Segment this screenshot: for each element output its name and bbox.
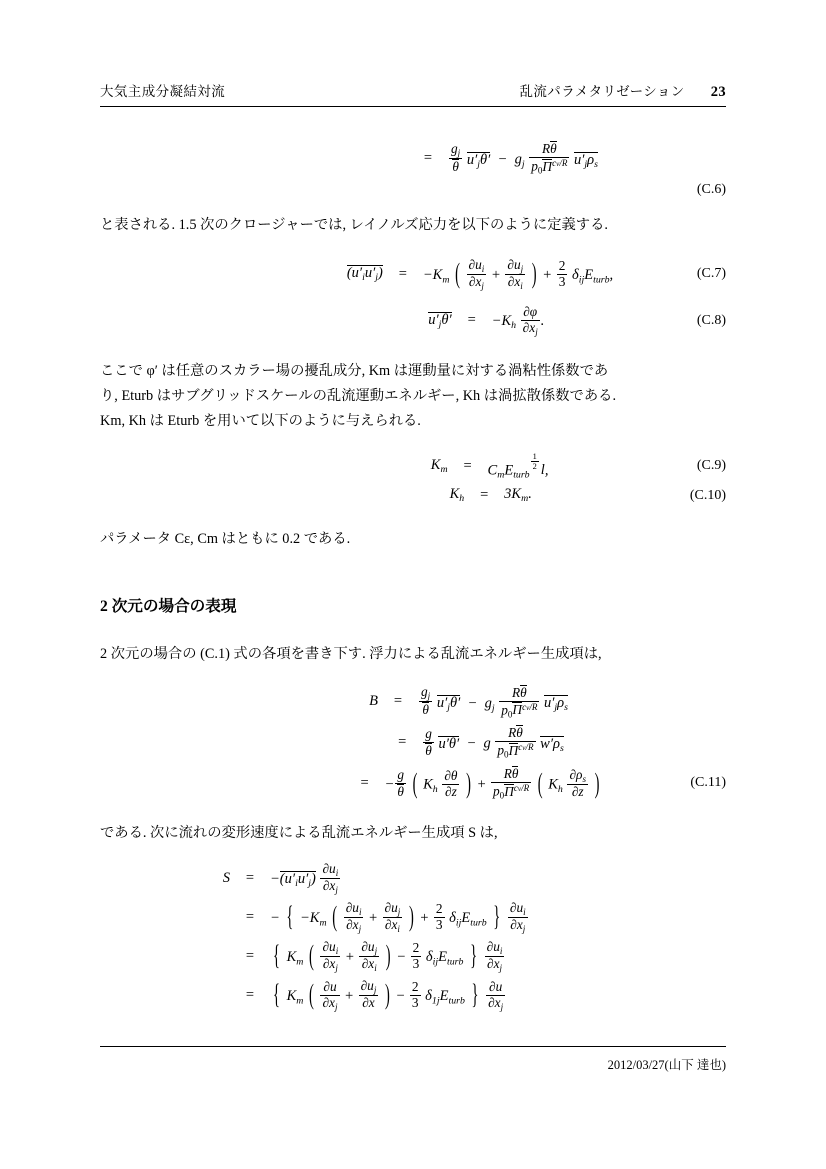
equation-c9: $K_m$ = $C_mE_{turb}$ $^{\frac{1}{2}}$ l, (C.9) [430, 451, 726, 481]
equation-shear-production: S = $-(u'_iu'_j)$ $\frac{\partial u_i}{\partial x_j}$ = − { $-K_m$ ( $\frac{\partial u_i}{\partial x_j}$ + $\frac{\partial u_j}{\partial x_i}$ ) + $\frac{2}{3}$ $\delta_{ij}E_{turb}$ } $\frac{\partial u_i}{\partial x_j}$ = { $K_m$ ( $\frac{\partial u_i}{\partial x_j}$ + $\frac{\partial u_j}{\partial x_i}$ ) − $\frac{2}{3}$ $\delta_{ij}E_{turb}$ } $\frac{\partial u_i}{\partial x_j}$ = { $K_m$ ( $\frac{\partial u}{\partial x_j}$ + $\frac{\partial u_j}{\partial x}$ ) − $\frac{2}{3}$ $\delta_{1j}E_{turb}$ } $\frac{\partial u}{\partial x_j}$ [222, 860, 526, 1012]
paragraph-definitions-line2: り, Eturb はサブグリッドスケールの乱流運動エネルギー, Kh は渦拡散係数である. [100, 387, 617, 404]
footer-rule [100, 1046, 726, 1047]
paragraph-shear-intro: である. 次に流れの変形速度による乱流エネルギー生成項 S は, [100, 824, 498, 841]
equation-tag-c6: (C.6) [696, 181, 726, 197]
section-heading: 2 次元の場合の表現 [100, 597, 237, 615]
paragraph-definitions-line3: Km, Kh は Eturb を用いて以下のように与えられる. [100, 412, 421, 429]
equation-tag-c7: (C.7) [696, 266, 726, 282]
paragraph-parameters: パラメータ Cε, Cm はともに 0.2 である. [100, 530, 351, 547]
equation-tag-c9: (C.9) [696, 458, 726, 474]
page-content [100, 80, 726, 1018]
equation-tag-c8: (C.8) [696, 312, 726, 328]
header-section-title: 乱流パラメタリゼーション [519, 84, 685, 99]
equation-c10: $K_h$ = $3K_m$. (C.10) [449, 486, 726, 505]
equation-tag-c11: (C.11) [690, 775, 726, 791]
running-header [100, 80, 726, 101]
equation-tag-c10: (C.10) [689, 487, 726, 503]
paragraph-after-c6: と表される. 1.5 次のクロージャーでは, レイノルズ応力を以下のように定義する. [100, 216, 608, 233]
equation-c6: = $\frac{g_j}{\theta}$ $u'_j\theta' - g_j$ $\frac{R\theta}{p_0\Pi^{cv/R}}$ $u'_j\rho_s$ (C.6) [423, 140, 726, 197]
footer-date-author: 2012/03/27(山下 達也) [607, 1058, 726, 1072]
header-rule [100, 106, 726, 107]
paragraph-definitions [100, 359, 726, 434]
header-left-title: 大気主成分凝結対流 [100, 84, 226, 99]
equation-c7: $(u'_iu'_j)$ = $-K_m$ ( $\frac{\partial u_i}{\partial x_j}$ + $\frac{\partial u_j}{\partial x_i}$ ) + $\frac{2}{3}$ $\delta_{ij}E_{turb}$, (C.7) [346, 256, 726, 291]
equation-c8: $u'_j\theta'$ = $-K_h$ $\frac{\partial\varphi}{\partial x_j}$ . (C.8) [428, 303, 726, 337]
paragraph-2d-intro: 2 次元の場合の (C.1) 式の各項を書き下す. 浮力による乱流エネルギー生成項は, [100, 645, 602, 662]
equation-c11: B = $\frac{g_j}{\theta}$ $u'_j\theta' - g_j$ $\frac{R\theta}{p_0\Pi^{cv/R}}$ $u'_j\rho_s$ = $\frac{g}{\theta}$ u′θ′ − g $\frac{R\theta}{p_0\Pi^{cv/R}}$ $w'\rho_s$ = − $\frac{g}{\theta}$ ( $K_h$ $\frac{\partial\theta}{\partial z}$ ) + $\frac{R\theta}{p_0\Pi^{cv/R}}$ ( $K_h$ $\frac{\partial\rho_s}{\partial z}$ ) (C.11) [360, 684, 726, 801]
paragraph-definitions-line1: ここで φ′ は任意のスカラー場の擾乱成分, Km は運動量に対する渦粘性係数であ [100, 362, 609, 379]
page-number: 23 [710, 84, 726, 100]
